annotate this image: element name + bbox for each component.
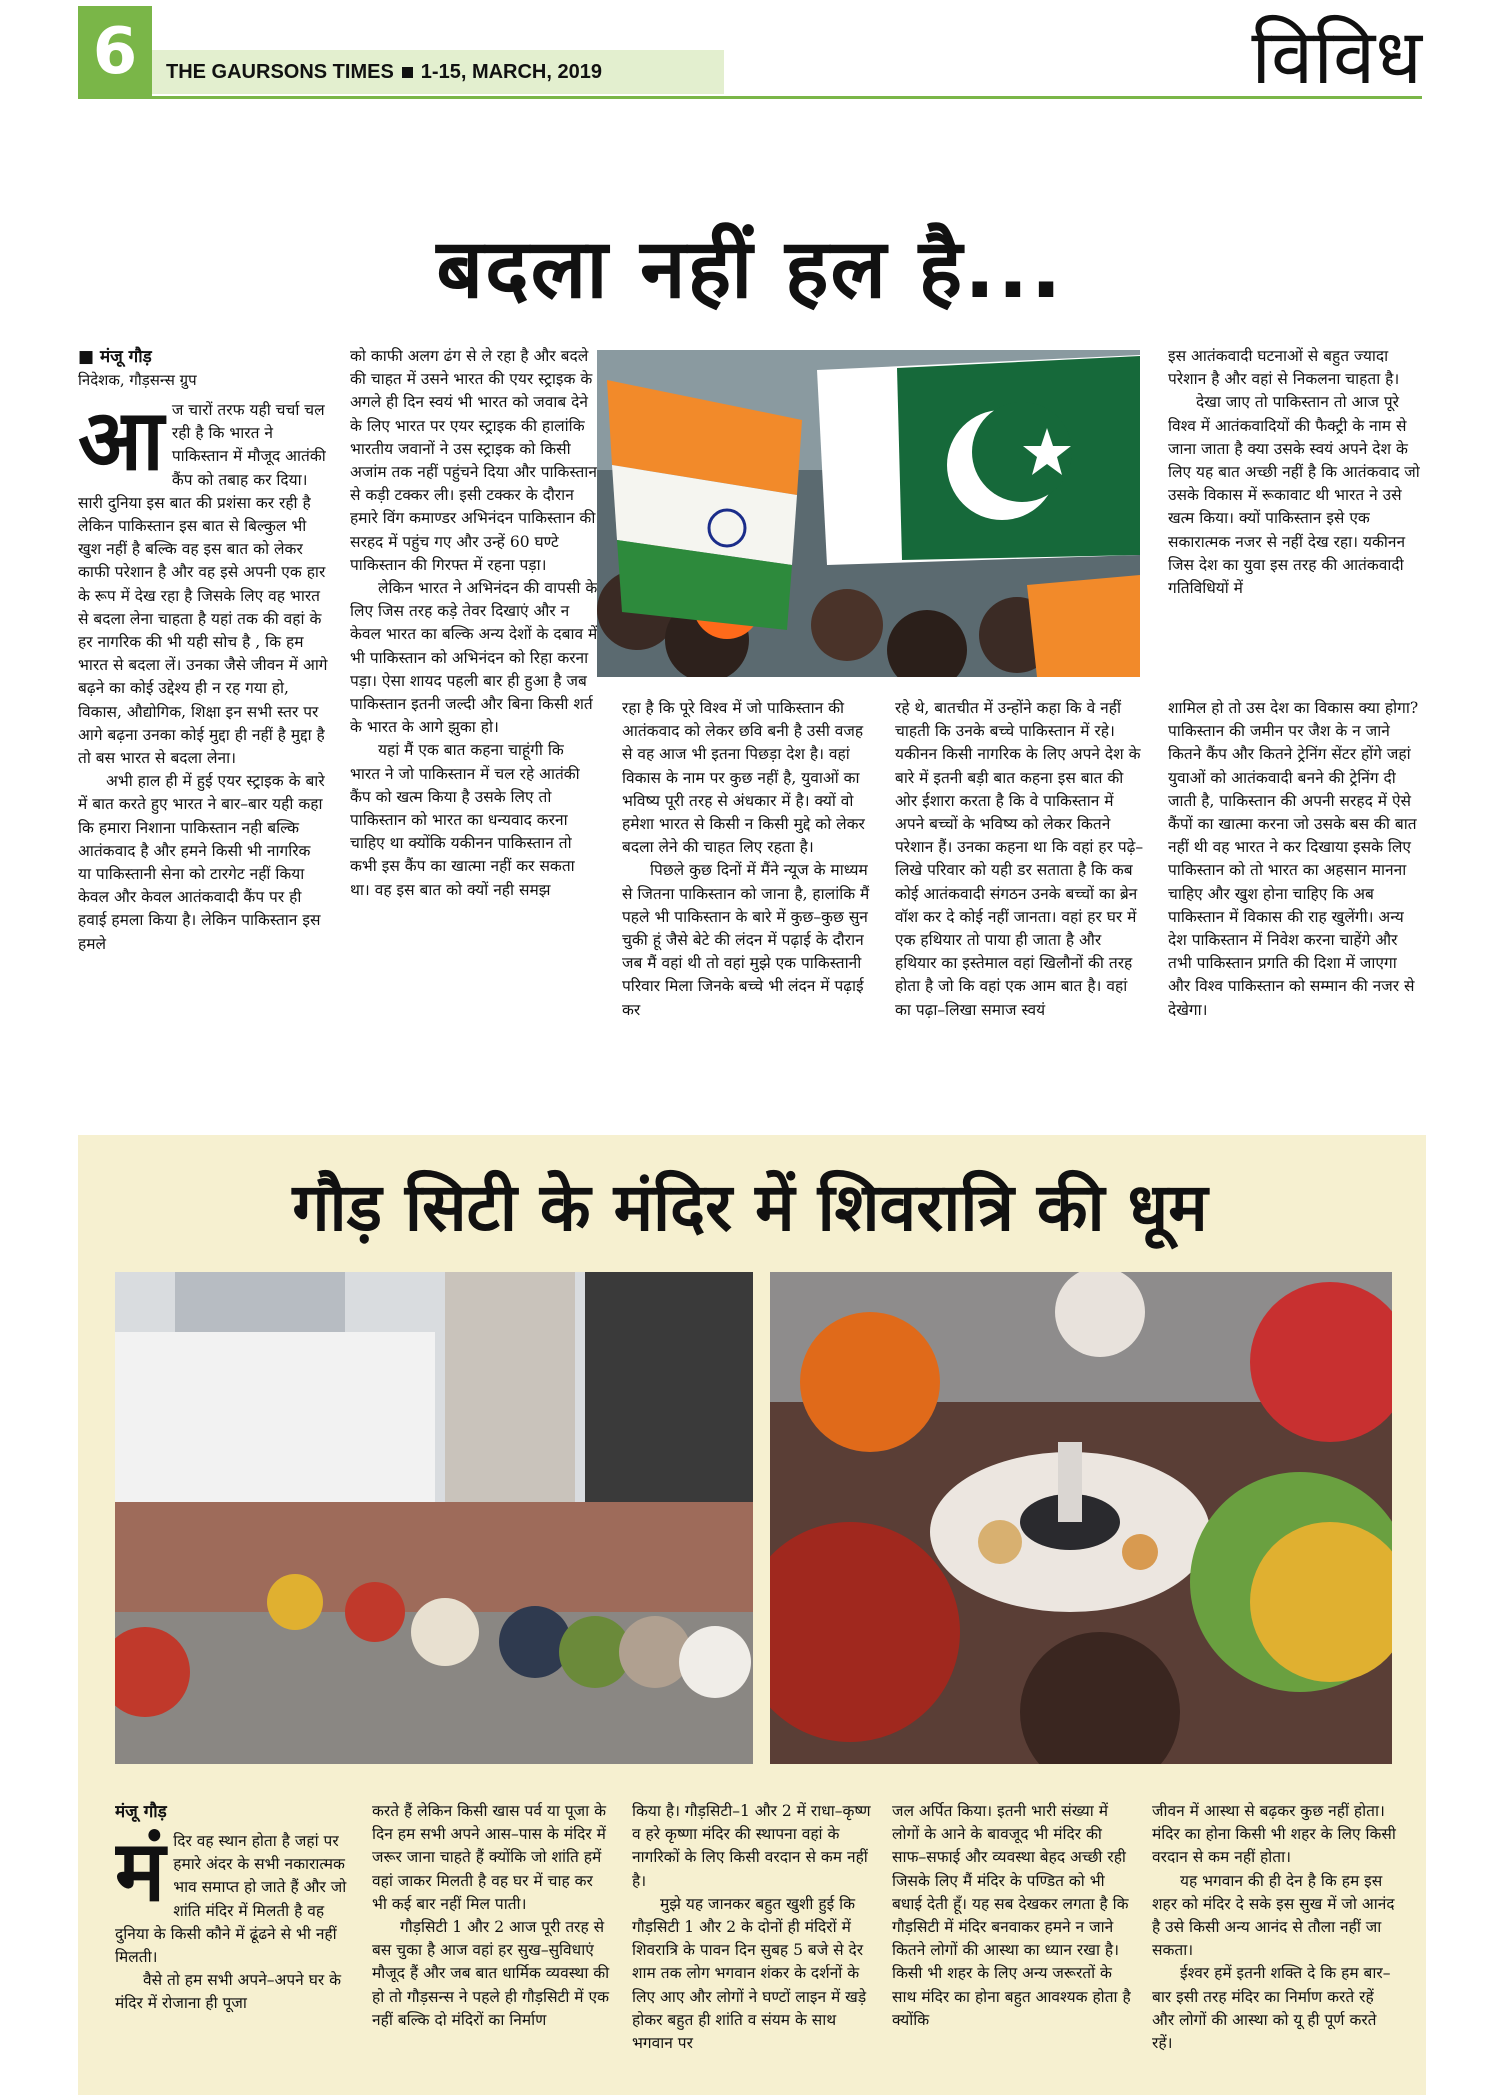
article1-paragraph: लेकिन भारत ने अभिनंदन की वापसी के लिए जिस तरह कड़े तेवर दिखाएं और न केवल भारत का बल्कि अन्य देशों के दबाव में भी पाकिस्तान को अभिनंदन को रिहा करना पड़ा। ऐसा शायद पहली बार ही हुआ है जब पाकिस्तान इतनी जल्दी और बिना किसी शर्त के भारत के आगे झुका हो। (350, 579, 598, 737)
temple-queue-illustration (115, 1272, 753, 1764)
flags-crowd-illustration (597, 350, 1140, 677)
article1-paragraph: पिछले कुछ दिनों में मैंने न्यूज के माध्यम से जितना पाकिस्तान को जाना है, हालांकि मैं पहले भी पाकिस्तान के बारे में कुछ–कुछ सुन चुकी हूं जैसे बेटे की लंदन में पढ़ाई के दौरान जब मैं वहां थी तो वहां मुझे एक पाकिस्तानी परिवार मिला जिनके बच्चे भी लंदन में पढ़ाई कर (622, 861, 870, 1019)
article1-headline: बदला नहीं हल है... (436, 222, 1064, 317)
publication-name: THE GAURSONS TIMES (166, 61, 394, 83)
article2-lead-text: दिर वह स्थान होता है जहां पर हमारे अंदर के सभी नकारात्मक भाव समाप्त हो जाते हैं और जो शांति मंदिर में मिलती है वह दुनिया के किसी कौने में ढूंढने से भी नहीं मिलती। (115, 1832, 347, 1967)
article1-author-role: निदेशक, गौड़सन्स ग्रुप (78, 371, 197, 389)
page-number: 6 (78, 6, 152, 98)
article2-paragraph: मुझे यह जानकर बहुत खुशी हुई कि गौड़सिटी 1 और 2 के दोनों ही मंदिरों में शिवरात्रि के पावन दिन सुबह 5 बजे से देर शाम तक लोग भगवान शंकर के दर्शनों के लिए आए और लोगों ने घण्टों लाइन में खड़े होकर बहुत ही शांति व संयम के साथ भगवान पर (632, 1894, 867, 2053)
article1-dropcap: आ (78, 391, 164, 489)
section-name: विविध (1251, 12, 1422, 101)
article1-paragraph: अभी हाल ही में हुई एयर स्ट्राइक के बारे में बात करते हुए भारत ने बार–बार यही कहा कि हमारा निशाना पाकिस्तान नही बल्कि आतंकवाद है और हमने किसी भी नागरिक या पाकिस्तानी सेना को टारगेट नहीं किया केवल और केवल आतंकवादी कैंप पर ही हवाई हमला किया है। लेकिन पाकिस्तान इस हमले (78, 772, 325, 953)
article1-column-5-top (1168, 345, 1423, 673)
article1-paragraph: रहा है कि पूरे विश्व में जो पाकिस्तान की आतंकवाद को लेकर छवि बनी है उसी वजह से वह आज भी इतना पिछड़ा देश है। वहां विकास के नाम पर कुछ नहीं है, युवाओं का भविष्य पूरी तरह से अंधकार में है। क्यों वो हमेशा भारत से किसी न किसी मुद्दे को लेकर बदला लेने की चाहत लिए रहता है। (622, 699, 865, 857)
issue-date: 1-15, MARCH, 2019 (420, 61, 602, 83)
article1-paragraph: यहां मैं एक बात कहना चाहूंगी कि भारत ने जो पाकिस्तान में चल रहे आतंकी कैंप को खत्म किया है उसके लिए तो पाकिस्तान को भारत का धन्यवाद करना चाहिए था क्योंकि यकीनन पाकिस्तान तो कभी इस कैंप का खात्मा नहीं कर सकता था। वह इस बात को क्यों नही समझ (350, 741, 580, 899)
article2-paragraph: वैसे तो हम सभी अपने–अपने घर के मंदिर में रोजाना ही पूजा (115, 1971, 342, 2013)
temple-queue-photo (115, 1272, 753, 1764)
article1-column-4 (895, 697, 1145, 1092)
article1-author: ■ मंजू गौड़ (78, 347, 152, 367)
article1-lead-text: ज चारों तरफ यही चर्चा चल रही है कि भारत ने पाकिस्तान में मौजूद आतंकी कैंप को तबाह कर दिया। सारी दुनिया इस बात की प्रशंसा कर रही है लेकिन पाकिस्तान इस बात से बिल्कुल भी खुश नहीं है बल्कि वह इस बात को लेकर काफी परेशान है और वह इसे अपनी एक हार के रूप में देख रहा है जिसके लिए वह भारत से बदला लेना चाहता है यहां तक की वहां के हर नागरिक की भी यही सोच है , कि हम भारत से बदला लें। उनका जैसे जीवन में आगे बढ़ने का कोई उद्देश्य ही न रह गया हो, विकास, औद्योगिक, शिक्षा इन सभी स्तर पर आगे बढ़ना उनका कोई मुद्दा ही नहीं है मुद्दा है तो बस भारत से बदला लेना। (78, 401, 328, 768)
shivling-puja-photo (770, 1272, 1392, 1764)
article2-paragraph: गौड़सिटी 1 और 2 आज पूरी तरह से बस चुका है आज वहां हर सुख–सुविधाएं मौजूद हैं और जब बात धार्मिक व्यवस्था की हो तो गौड़सन्स ने पहले ही गौड़सिटी में एक नहीं बल्कि दो मंदिरों का निर्माण (372, 1918, 610, 2029)
article2-dropcap: मं (115, 1822, 166, 1920)
article1-paragraph: शामिल हो तो उस देश का विकास क्या होगा? पाकिस्तान की जमीन पर जैश के न जाने कितने कैंप और कितने ट्रेनिंग सेंटर होंगे जहां युवाओं को आतंकवादी बनने की ट्रेनिंग दी जाती है, पाकिस्तान की अपनी सरहद में ऐसे कैंपों का खात्मा करना जो उसके बस की बात नहीं थी वह भारत ने कर दिखाया इसके लिए पाकिस्तान को तो भारत का अहसान मानना चाहिए और खुश होना चाहिए कि अब पाकिस्तान में विकास की राह खुलेंगी। अन्य देश पाकिस्तान में निवेश करना चाहेंगे और तभी पाकिस्तान प्रगति की दिशा में जाएगा और विश्व पाकिस्तान को सम्मान की नजर से देखेगा। (1168, 699, 1419, 1019)
article1-column-3 (622, 697, 870, 1092)
shivling-puja-illustration (770, 1272, 1392, 1764)
article2-author: मंजू गौड़ (115, 1802, 167, 1822)
article2-paragraph: ईश्वर हमें इतनी शक्ति दे कि हम बार–बार इसी तरह मंदिर का निर्माण करते रहें और लोगों की आस्था को यू ही पूर्ण करते रहें। (1152, 1964, 1391, 2053)
article1-column-5-bottom (1168, 697, 1423, 1092)
square-bullet-icon (402, 67, 413, 78)
article2-column-3 (632, 1800, 872, 2095)
section-rule (78, 96, 1422, 99)
article2-paragraph: जीवन में आस्था से बढ़कर कुछ नहीं होता। मंदिर का होना किसी भी शहर के लिए किसी वरदान से कम नहीं होता। (1152, 1802, 1396, 1867)
article2-paragraph: यह भगवान की ही देन है कि हम इस शहर को मंदिर दे सके इस सुख में जो आनंद है उसे किसी अन्य आनंद से तौला नहीं जा सकता। (1152, 1871, 1395, 1960)
article2-column-1 (115, 1800, 350, 2095)
article1-paragraph: रहे थे, बातचीत में उन्होंने कहा कि वे नहीं चाहती कि उनके बच्चे पाकिस्तान में रहे। यकीनन किसी नागरिक के लिए अपने देश के बारे में इतनी बड़ी बात कहना इस बात की ओर ईशारा करता है कि वे पाकिस्तान में अपने बच्चों के भविष्य को लेकर कितने परेशान हैं। उनका कहना था कि वहां हर पढ़े–लिखे परिवार को यही डर सताता है कि कब कोई आतंकवादी संगठन उनके बच्चों का ब्रेन वॉश कर दे कोई नहीं जानता। वहां हर घर में एक हथियार तो पाया ही जाता है और हथियार का इस्तेमाल वहां खिलौनों की तरह होता है जो कि वहां एक आम बात है। वहां का पढ़ा–लिखा समाज स्वयं (895, 699, 1144, 1019)
article2-paragraph: जल अर्पित किया। इतनी भारी संख्या में लोगों के आने के बावजूद भी मंदिर की साफ–सफाई और व्यवस्था बेहद अच्छी रही जिसके लिए मैं मंदिर के पण्डित को भी बधाई देती हूँ। यह सब देखकर लगता है कि गौड़सिटी में मंदिर बनवाकर हमने न जाने कितने लोगों की आस्था का ध्यान रखा है। किसी भी शहर के लिए अन्य जरूरतों के साथ मंदिर का होना बहुत आवश्यक होता है क्योंकि (892, 1802, 1131, 2029)
article2-column-2 (372, 1800, 612, 2095)
article2-column-5 (1152, 1800, 1397, 2095)
article1-paragraph: इस आतंकवादी घटनाओं से बहुत ज्यादा परेशान है और वहां से निकलना चाहता है। (1168, 347, 1400, 389)
article2-column-4 (892, 1800, 1132, 2095)
article1-paragraph: देखा जाए तो पाकिस्तान तो आज पूरे विश्व में आतंकवादियों की फैक्ट्री के नाम से जाना जाता है क्या उसके स्वयं अपने देश के लिए यह बात अच्छी नहीं है कि आतंकवाद जो उसके विकास में रूकावाट थी भारत ने उसे खत्म किया। क्यों पाकिस्तान इसे एक सकारात्मक नजर से नहीं देख रहा। यकीनन जिस देश का युवा इस तरह की आतंकवादी गतिविधियों में (1168, 393, 1420, 598)
article2-headline: गौड़ सिटी के मंदिर में शिवरात्रि की धूम (292, 1169, 1208, 1246)
article1-column-1 (78, 345, 328, 1090)
article1-paragraph: को काफी अलग ढंग से ले रहा है और बदले की चाहत में उसने भारत की एयर स्ट्राइक के अगले ही दिन स्वयं भी भारत को जवाब देने के लिए भारत पर एयर स्ट्राइक की हालांकि भारतीय जवानों ने उस स्ट्राइक को किसी अजांम तक नहीं पहुंचने दिया और पाकिस्तान से कड़ी टक्कर ली। इसी टक्कर के दौरान हमारे विंग कमाण्डर अभिनंदन पाकिस्तान की सरहद में पहुंच गए और उन्हें 60 घण्टे पाकिस्तान की गिरफ्त में रहना पड़ा। (350, 347, 597, 574)
masthead-bar (152, 50, 724, 94)
article1-column-2 (350, 345, 598, 1090)
flags-crowd-photo (597, 350, 1140, 677)
article2-paragraph: किया है। गौड़सिटी–1 और 2 में राधा–कृष्ण व हरे कृष्णा मंदिर की स्थापना वहां के नागरिकों के लिए किसी वरदान से कम नहीं है। (632, 1802, 871, 1890)
article2-paragraph: करते हैं लेकिन किसी खास पर्व या पूजा के दिन हम सभी अपने आस–पास के मंदिर में जरूर जाना चाहते हैं क्योंकि जो शांति हमें वहां जाकर मिलती है वह घर में चाह कर भी कई बार नहीं मिल पाती। (372, 1802, 606, 1913)
